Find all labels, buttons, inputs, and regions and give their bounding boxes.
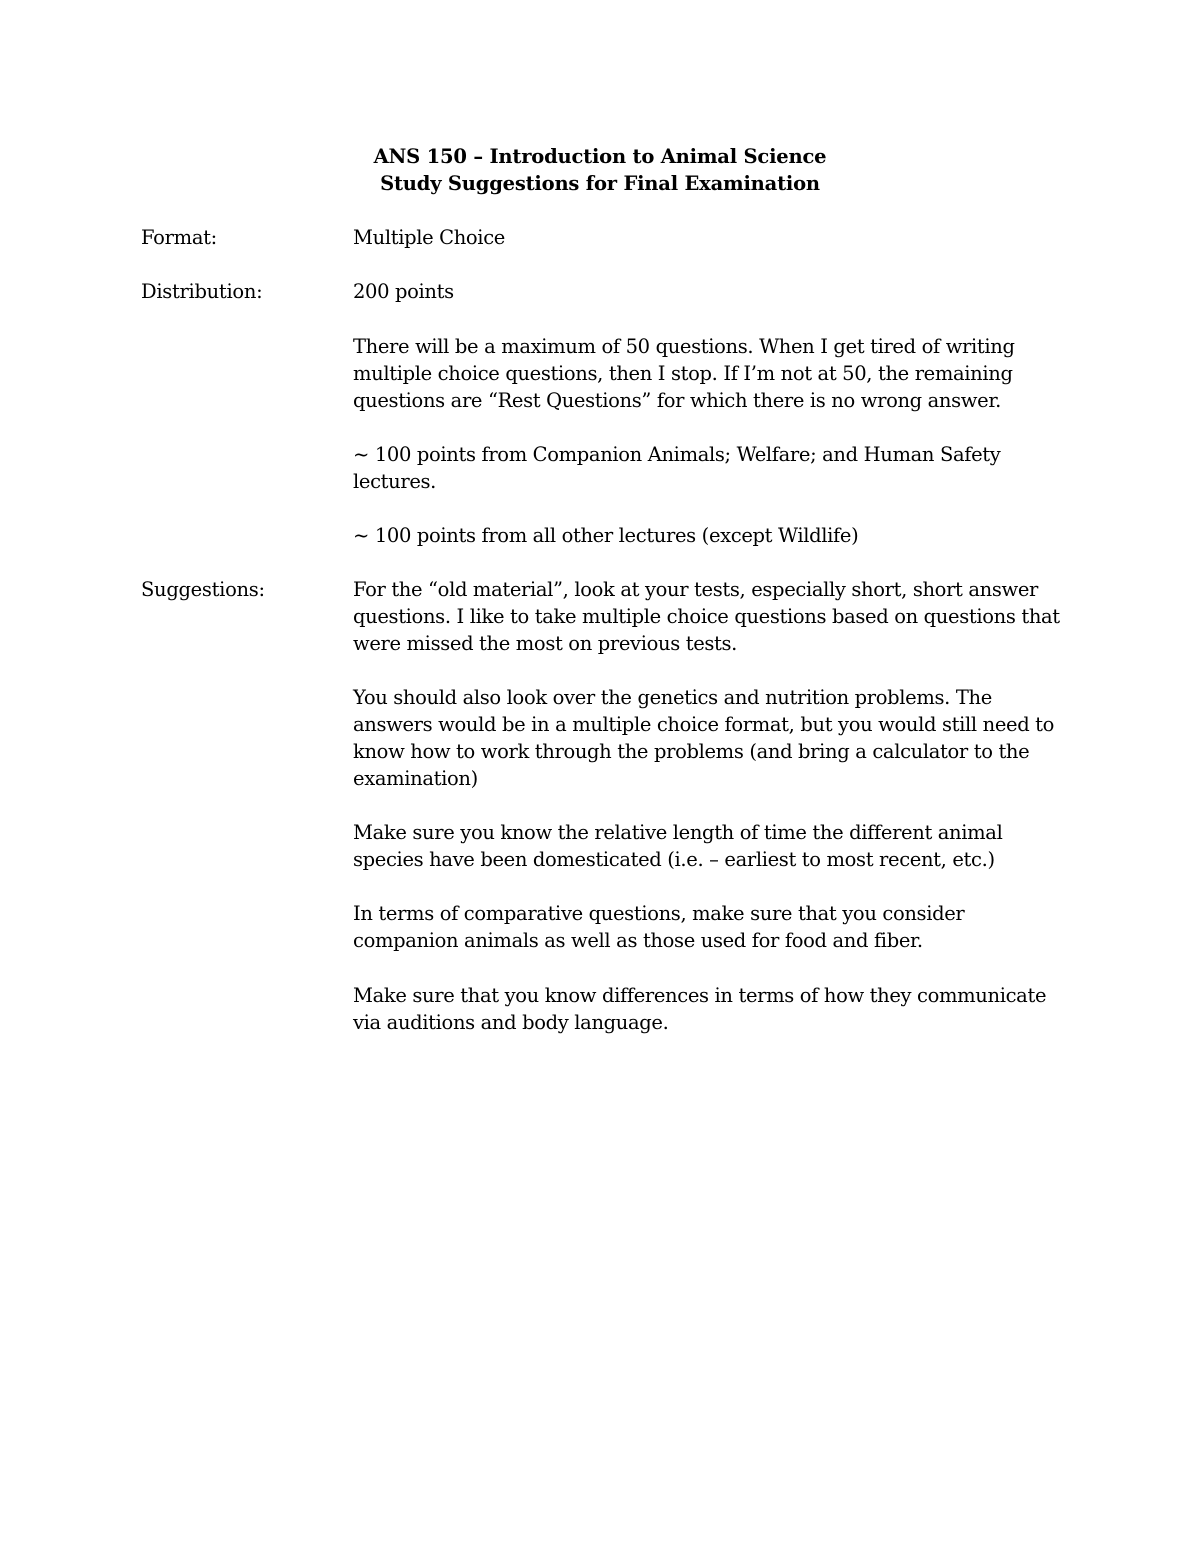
paragraph-line: In terms of comparative questions, make sure that you consider bbox=[353, 902, 965, 925]
title-line-subject: Study Suggestions for Final Examination bbox=[380, 172, 820, 195]
paragraph-line: examination) bbox=[353, 767, 478, 790]
paragraph-line: For the “old material”, look at your tests, especially short, short answer bbox=[353, 578, 1039, 601]
paragraph-line: multiple choice questions, then I stop. If I’m not at 50, the remaining bbox=[353, 362, 1013, 385]
format-label: Format: bbox=[141, 226, 217, 249]
paragraph-line: There will be a maximum of 50 questions. When I get tired of writing bbox=[353, 335, 1015, 358]
suggestions-paragraph-old-material bbox=[353, 576, 1058, 657]
paragraph-line: know how to work through the problems (and bring a calculator to the bbox=[353, 740, 1030, 763]
paragraph-line: lectures. bbox=[353, 470, 437, 493]
paragraph-line: answers would be in a multiple choice format, but you would still need to bbox=[353, 713, 1055, 736]
title-line-course: ANS 150 – Introduction to Animal Science bbox=[373, 145, 827, 168]
suggestions-paragraph-communication bbox=[353, 982, 1058, 1036]
paragraph-line: companion animals as well as those used for food and fiber. bbox=[353, 929, 923, 952]
document-title bbox=[0, 143, 1200, 197]
paragraph-line: ~ 100 points from Companion Animals; Welfare; and Human Safety bbox=[353, 443, 1001, 466]
suggestions-paragraph-comparative bbox=[353, 900, 1058, 954]
paragraph-line: Make sure that you know differences in terms of how they communicate bbox=[353, 984, 1047, 1007]
distribution-paragraph-other-points bbox=[353, 522, 1058, 549]
distribution-paragraph-companion-points bbox=[353, 441, 1058, 495]
suggestions-paragraph-domestication bbox=[353, 819, 1058, 873]
paragraph-line: were missed the most on previous tests. bbox=[353, 632, 738, 655]
distribution-paragraph-max-questions bbox=[353, 333, 1058, 414]
format-value-text: Multiple Choice bbox=[353, 226, 505, 249]
paragraph-line: species have been domesticated (i.e. – earliest to most recent, etc.) bbox=[353, 848, 995, 871]
paragraph-line: Make sure you know the relative length of time the different animal bbox=[353, 821, 1003, 844]
paragraph-line: You should also look over the genetics and nutrition problems. The bbox=[353, 686, 992, 709]
paragraph-line: questions. I like to take multiple choice questions based on questions that bbox=[353, 605, 1060, 628]
paragraph-line: ~ 100 points from all other lectures (except Wildlife) bbox=[353, 524, 859, 547]
distribution-label: Distribution: bbox=[141, 280, 263, 303]
paragraph-line: via auditions and body language. bbox=[353, 1011, 669, 1034]
distribution-value bbox=[353, 278, 1058, 305]
distribution-value-text: 200 points bbox=[353, 280, 454, 303]
suggestions-paragraph-problems bbox=[353, 684, 1058, 792]
paragraph-line: questions are “Rest Questions” for which there is no wrong answer. bbox=[353, 389, 1001, 412]
format-value bbox=[353, 224, 1058, 251]
suggestions-label: Suggestions: bbox=[141, 578, 265, 601]
